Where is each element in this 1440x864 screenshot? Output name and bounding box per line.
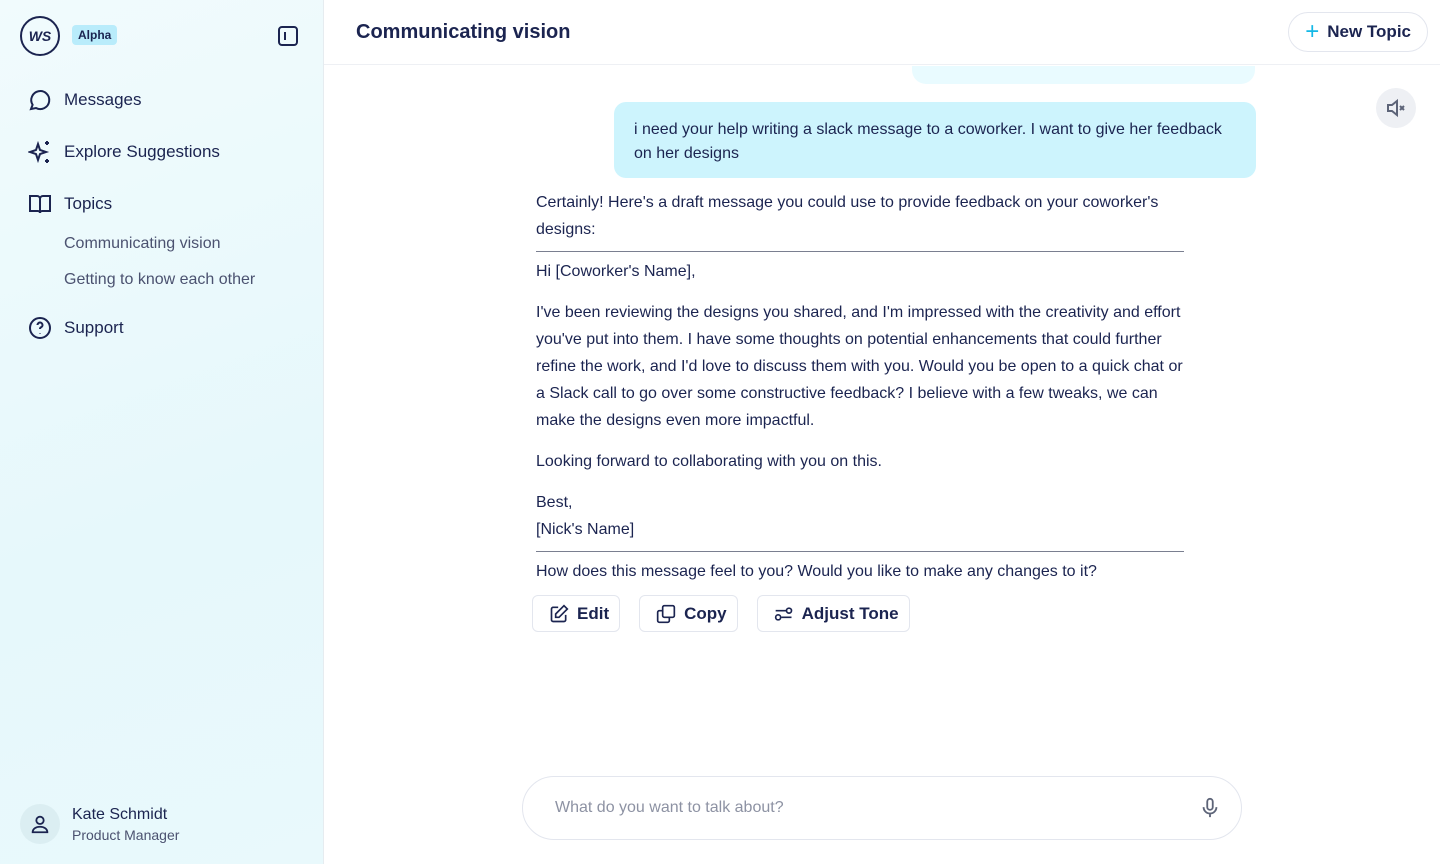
sidebar-toggle-icon[interactable]: [278, 26, 298, 46]
sidebar-item-explore[interactable]: [28, 140, 220, 164]
draft-signature: [Nick's Name]: [536, 521, 635, 538]
plus-icon: +: [1305, 18, 1320, 45]
chat-bubble-icon: [28, 88, 52, 112]
user-role: Product Manager: [72, 826, 180, 843]
edit-label: Edit: [577, 603, 610, 623]
sidebar-item-topics[interactable]: [28, 192, 112, 216]
sidebar: [0, 0, 324, 864]
message-actions: [532, 595, 910, 632]
adjust-tone-label: Adjust Tone: [801, 603, 899, 623]
assistant-message: [536, 189, 1184, 599]
user-icon: [29, 813, 51, 835]
divider: [536, 251, 1184, 252]
sidebar-item-label: Explore Suggestions: [64, 142, 220, 161]
draft-greeting: Hi [Coworker's Name],: [536, 263, 696, 280]
topic-item[interactable]: Getting to know each other: [64, 271, 256, 288]
draft-signoff: Best,: [536, 494, 573, 511]
sidebar-item-support[interactable]: [28, 316, 124, 340]
edit-icon: [549, 604, 569, 624]
copy-icon: [656, 604, 676, 624]
new-topic-button[interactable]: [1288, 12, 1428, 52]
copy-label: Copy: [684, 603, 727, 623]
header: [324, 0, 1440, 65]
reply-followup: How does this message feel to you? Would you like to make any changes to it?: [536, 563, 1097, 580]
draft-closing: Looking forward to collaborating with you on this.: [536, 453, 882, 470]
sidebar-item-label: Support: [64, 318, 124, 337]
logo[interactable]: WS: [20, 16, 60, 56]
sidebar-item-label: Messages: [64, 90, 142, 109]
reply-intro: Certainly! Here's a draft message you could use to provide feedback on your coworker's designs:: [536, 194, 1159, 238]
copy-button[interactable]: [639, 595, 738, 632]
sparkle-icon: [28, 140, 52, 164]
book-icon: [28, 192, 52, 216]
user-name: Kate Schmidt: [72, 805, 168, 823]
edit-button[interactable]: [532, 595, 620, 632]
avatar: [20, 804, 60, 844]
sidebar-item-label: Topics: [64, 194, 113, 213]
composer: [522, 776, 1242, 840]
previous-message-bubble: [912, 66, 1255, 84]
page-title: Communicating vision: [356, 21, 571, 43]
alpha-badge: Alpha: [72, 25, 117, 45]
new-topic-label: New Topic: [1327, 22, 1411, 41]
sliders-icon: [774, 604, 794, 624]
microphone-icon[interactable]: [1199, 797, 1221, 819]
divider: [536, 551, 1184, 552]
help-icon: [28, 316, 52, 340]
topic-item[interactable]: Communicating vision: [64, 235, 221, 252]
sidebar-item-messages[interactable]: [28, 88, 141, 112]
mute-button[interactable]: [1376, 88, 1416, 128]
user-message: i need your help writing a slack message to a coworker. I want to give her feedback on her designs: [614, 102, 1256, 178]
message-input[interactable]: [555, 799, 1199, 817]
user-profile[interactable]: [20, 804, 179, 844]
draft-body: I've been reviewing the designs you shared, and I'm impressed with the creativity and effort you've put into them. I have some thoughts on potential enhancements that could further refine the work, and I'd love to discuss them with you. Would you be open to a quick chat or a Slack call to go over some constructive feedback? I believe with a few tweaks, we can make the designs even more impactful.: [536, 304, 1183, 429]
speaker-muted-icon: [1384, 96, 1408, 120]
adjust-tone-button[interactable]: [757, 595, 910, 632]
